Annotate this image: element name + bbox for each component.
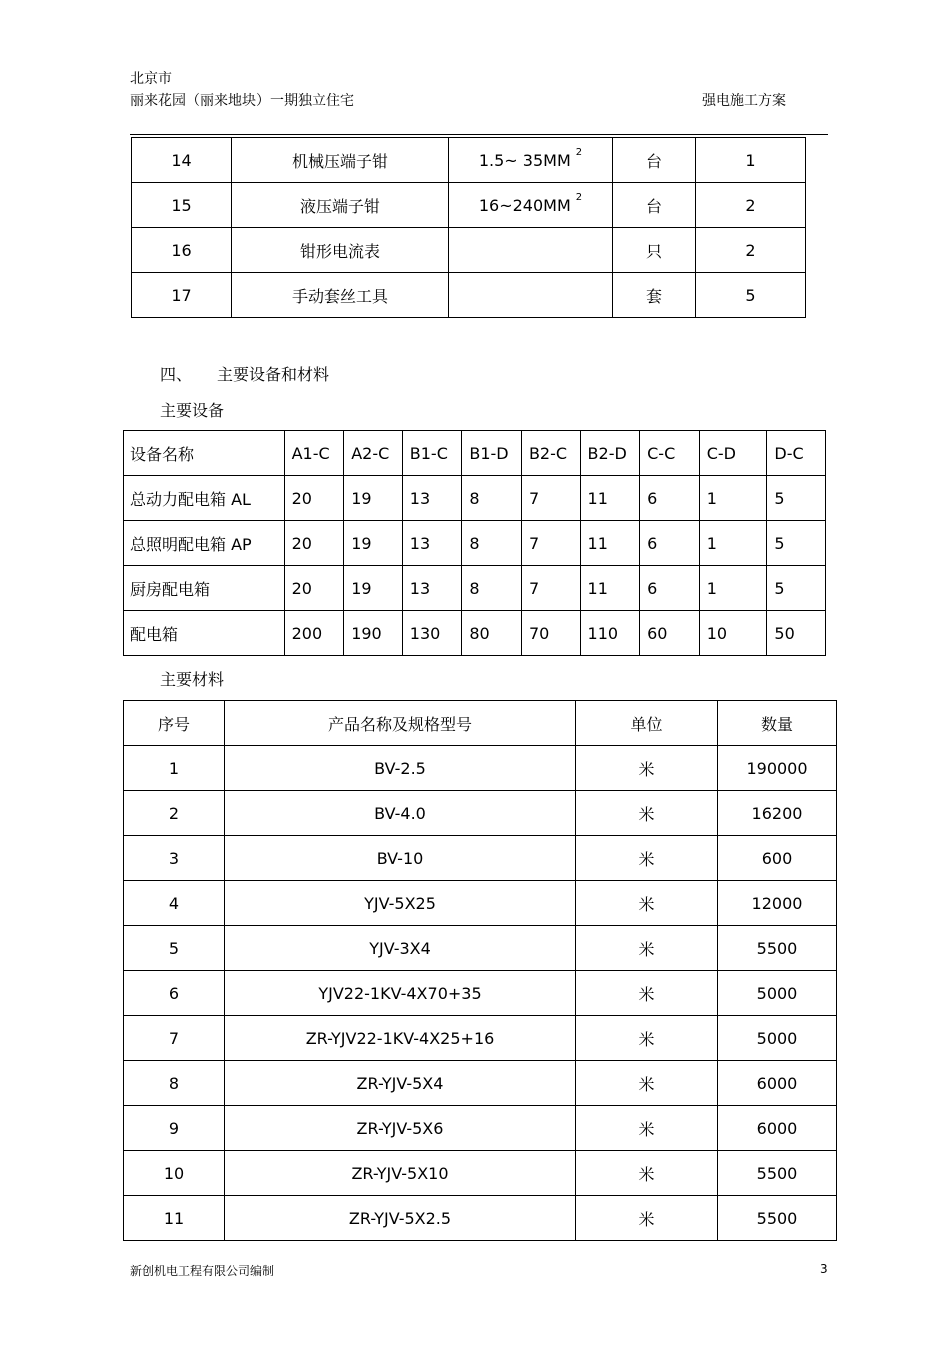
material-name-cell: ZR-YJV-5X6 [225,1106,576,1151]
material-number-cell: 9 [124,1106,225,1151]
material-quantity-cell: 6000 [718,1061,837,1106]
equipment-name-cell: 配电箱 [124,611,285,656]
equipment-count-cell: 19 [344,476,403,521]
materials-table-body [124,701,837,1241]
equipment-count-cell: 11 [580,521,640,566]
material-unit-cell: 米 [576,791,718,836]
header-project: 丽来花园（丽来地块）一期独立住宅 [130,93,354,109]
equipment-name-cell: 总照明配电箱 AP [124,521,285,566]
column-header: A1-C [284,431,344,476]
column-header: C-C [640,431,700,476]
equipment-table [123,430,826,656]
tool-quantity-cell: 2 [696,228,806,273]
tool-number-cell: 14 [132,138,232,183]
material-number-cell: 4 [124,881,225,926]
material-quantity-cell: 6000 [718,1106,837,1151]
header-city: 北京市 [130,71,172,87]
equipment-heading: 主要设备 [160,401,225,420]
material-number-cell: 5 [124,926,225,971]
tool-quantity-cell: 5 [696,273,806,318]
column-header: A2-C [344,431,403,476]
equipment-name-cell: 厨房配电箱 [124,566,285,611]
table-row [124,836,837,881]
column-header: B1-D [462,431,522,476]
table-header-row [124,701,837,746]
column-header: 产品名称及规格型号 [225,701,576,746]
tool-number-cell: 16 [132,228,232,273]
table-row [124,611,826,656]
equipment-count-cell: 7 [521,476,580,521]
material-quantity-cell: 600 [718,836,837,881]
equipment-count-cell: 70 [521,611,580,656]
material-unit-cell: 米 [576,881,718,926]
equipment-count-cell: 20 [284,566,344,611]
table-row [132,183,806,228]
footer-company: 新创机电工程有限公司编制 [130,1264,275,1278]
material-quantity-cell: 190000 [718,746,837,791]
equipment-count-cell: 6 [640,476,700,521]
materials-heading: 主要材料 [160,670,225,689]
tool-unit-cell: 套 [613,273,696,318]
equipment-count-cell: 5 [767,476,826,521]
tool-spec-cell [449,138,613,183]
material-number-cell: 7 [124,1016,225,1061]
tool-number-cell: 17 [132,273,232,318]
equipment-count-cell: 5 [767,521,826,566]
table-row [124,746,837,791]
equipment-count-cell: 10 [699,611,767,656]
equipment-table-body [124,431,826,656]
tool-name-cell: 手动套丝工具 [232,273,449,318]
material-unit-cell: 米 [576,1106,718,1151]
material-quantity-cell: 5500 [718,1196,837,1241]
equipment-count-cell: 7 [521,521,580,566]
material-number-cell: 2 [124,791,225,836]
tool-name-cell: 液压端子钳 [232,183,449,228]
equipment-count-cell: 19 [344,521,403,566]
equipment-count-cell: 190 [344,611,403,656]
table-header-row [124,431,826,476]
material-unit-cell: 米 [576,1061,718,1106]
table-row [124,971,837,1016]
section-title: 主要设备和材料 [217,365,330,384]
material-unit-cell: 米 [576,1196,718,1241]
material-quantity-cell: 16200 [718,791,837,836]
material-name-cell: ZR-YJV-5X10 [225,1151,576,1196]
equipment-count-cell: 1 [699,566,767,611]
material-quantity-cell: 5000 [718,971,837,1016]
footer-page-number: 3 [820,1262,828,1276]
equipment-count-cell: 11 [580,566,640,611]
table-row [124,791,837,836]
table-row [124,881,837,926]
tool-quantity-cell: 2 [696,183,806,228]
table-row [124,1016,837,1061]
material-number-cell: 1 [124,746,225,791]
material-quantity-cell: 5500 [718,1151,837,1196]
column-header: 单位 [576,701,718,746]
table-row [124,926,837,971]
tools-table-body [132,138,806,318]
table-row [132,228,806,273]
material-name-cell: ZR-YJV-5X4 [225,1061,576,1106]
equipment-count-cell: 6 [640,566,700,611]
material-unit-cell: 米 [576,836,718,881]
material-unit-cell: 米 [576,971,718,1016]
equipment-count-cell: 6 [640,521,700,566]
equipment-count-cell: 20 [284,521,344,566]
tool-quantity-cell: 1 [696,138,806,183]
table-row [132,273,806,318]
equipment-count-cell: 13 [402,521,462,566]
equipment-count-cell: 60 [640,611,700,656]
equipment-count-cell: 20 [284,476,344,521]
equipment-count-cell: 8 [462,476,522,521]
tool-spec-cell [449,183,613,228]
material-quantity-cell: 5000 [718,1016,837,1061]
column-header: D-C [767,431,826,476]
column-header: B2-C [521,431,580,476]
material-name-cell: YJV-5X25 [225,881,576,926]
tool-name-cell: 机械压端子钳 [232,138,449,183]
tool-spec-superscript: 2 [575,146,583,158]
material-name-cell: ZR-YJV22-1KV-4X25+16 [225,1016,576,1061]
equipment-count-cell: 50 [767,611,826,656]
tool-name-cell: 钳形电流表 [232,228,449,273]
material-name-cell: YJV-3X4 [225,926,576,971]
material-quantity-cell: 12000 [718,881,837,926]
table-row [124,566,826,611]
material-number-cell: 3 [124,836,225,881]
table-row [124,1196,837,1241]
tool-unit-cell: 只 [613,228,696,273]
equipment-count-cell: 13 [402,476,462,521]
material-unit-cell: 米 [576,926,718,971]
equipment-count-cell: 11 [580,476,640,521]
material-name-cell: YJV22-1KV-4X70+35 [225,971,576,1016]
table-row [124,1061,837,1106]
table-row [124,1151,837,1196]
equipment-count-cell: 1 [699,521,767,566]
table-row [124,1106,837,1151]
column-header: B2-D [580,431,640,476]
table-row [124,476,826,521]
column-header: C-D [699,431,767,476]
tool-spec-cell [449,273,613,318]
equipment-name-cell: 总动力配电箱 AL [124,476,285,521]
tool-unit-cell: 台 [613,183,696,228]
equipment-count-cell: 130 [402,611,462,656]
tools-table [131,137,806,318]
header-doc-title: 强电施工方案 [702,93,786,109]
material-name-cell: ZR-YJV-5X2.5 [225,1196,576,1241]
tool-spec-text: 16~240MM [478,195,571,215]
material-unit-cell: 米 [576,1151,718,1196]
equipment-count-cell: 8 [462,566,522,611]
material-quantity-cell: 5500 [718,926,837,971]
header-rule [130,134,828,135]
tool-number-cell: 15 [132,183,232,228]
equipment-count-cell: 19 [344,566,403,611]
tool-spec-cell [449,228,613,273]
tool-spec-superscript: 2 [575,191,583,203]
column-header: 设备名称 [124,431,285,476]
equipment-count-cell: 5 [767,566,826,611]
material-name-cell: BV-10 [225,836,576,881]
material-number-cell: 8 [124,1061,225,1106]
material-number-cell: 11 [124,1196,225,1241]
table-row [124,521,826,566]
material-number-cell: 6 [124,971,225,1016]
material-unit-cell: 米 [576,1016,718,1061]
equipment-count-cell: 80 [462,611,522,656]
section-number: 四、 [160,365,193,384]
equipment-count-cell: 7 [521,566,580,611]
equipment-count-cell: 8 [462,521,522,566]
materials-table [123,700,837,1241]
equipment-count-cell: 200 [284,611,344,656]
material-name-cell: BV-2.5 [225,746,576,791]
column-header: 数量 [718,701,837,746]
column-header: 序号 [124,701,225,746]
equipment-count-cell: 13 [402,566,462,611]
table-row [132,138,806,183]
equipment-count-cell: 1 [699,476,767,521]
tool-unit-cell: 台 [613,138,696,183]
material-name-cell: BV-4.0 [225,791,576,836]
column-header: B1-C [402,431,462,476]
material-number-cell: 10 [124,1151,225,1196]
tool-spec-text: 1.5~ 35MM [478,150,571,170]
material-unit-cell: 米 [576,746,718,791]
equipment-count-cell: 110 [580,611,640,656]
